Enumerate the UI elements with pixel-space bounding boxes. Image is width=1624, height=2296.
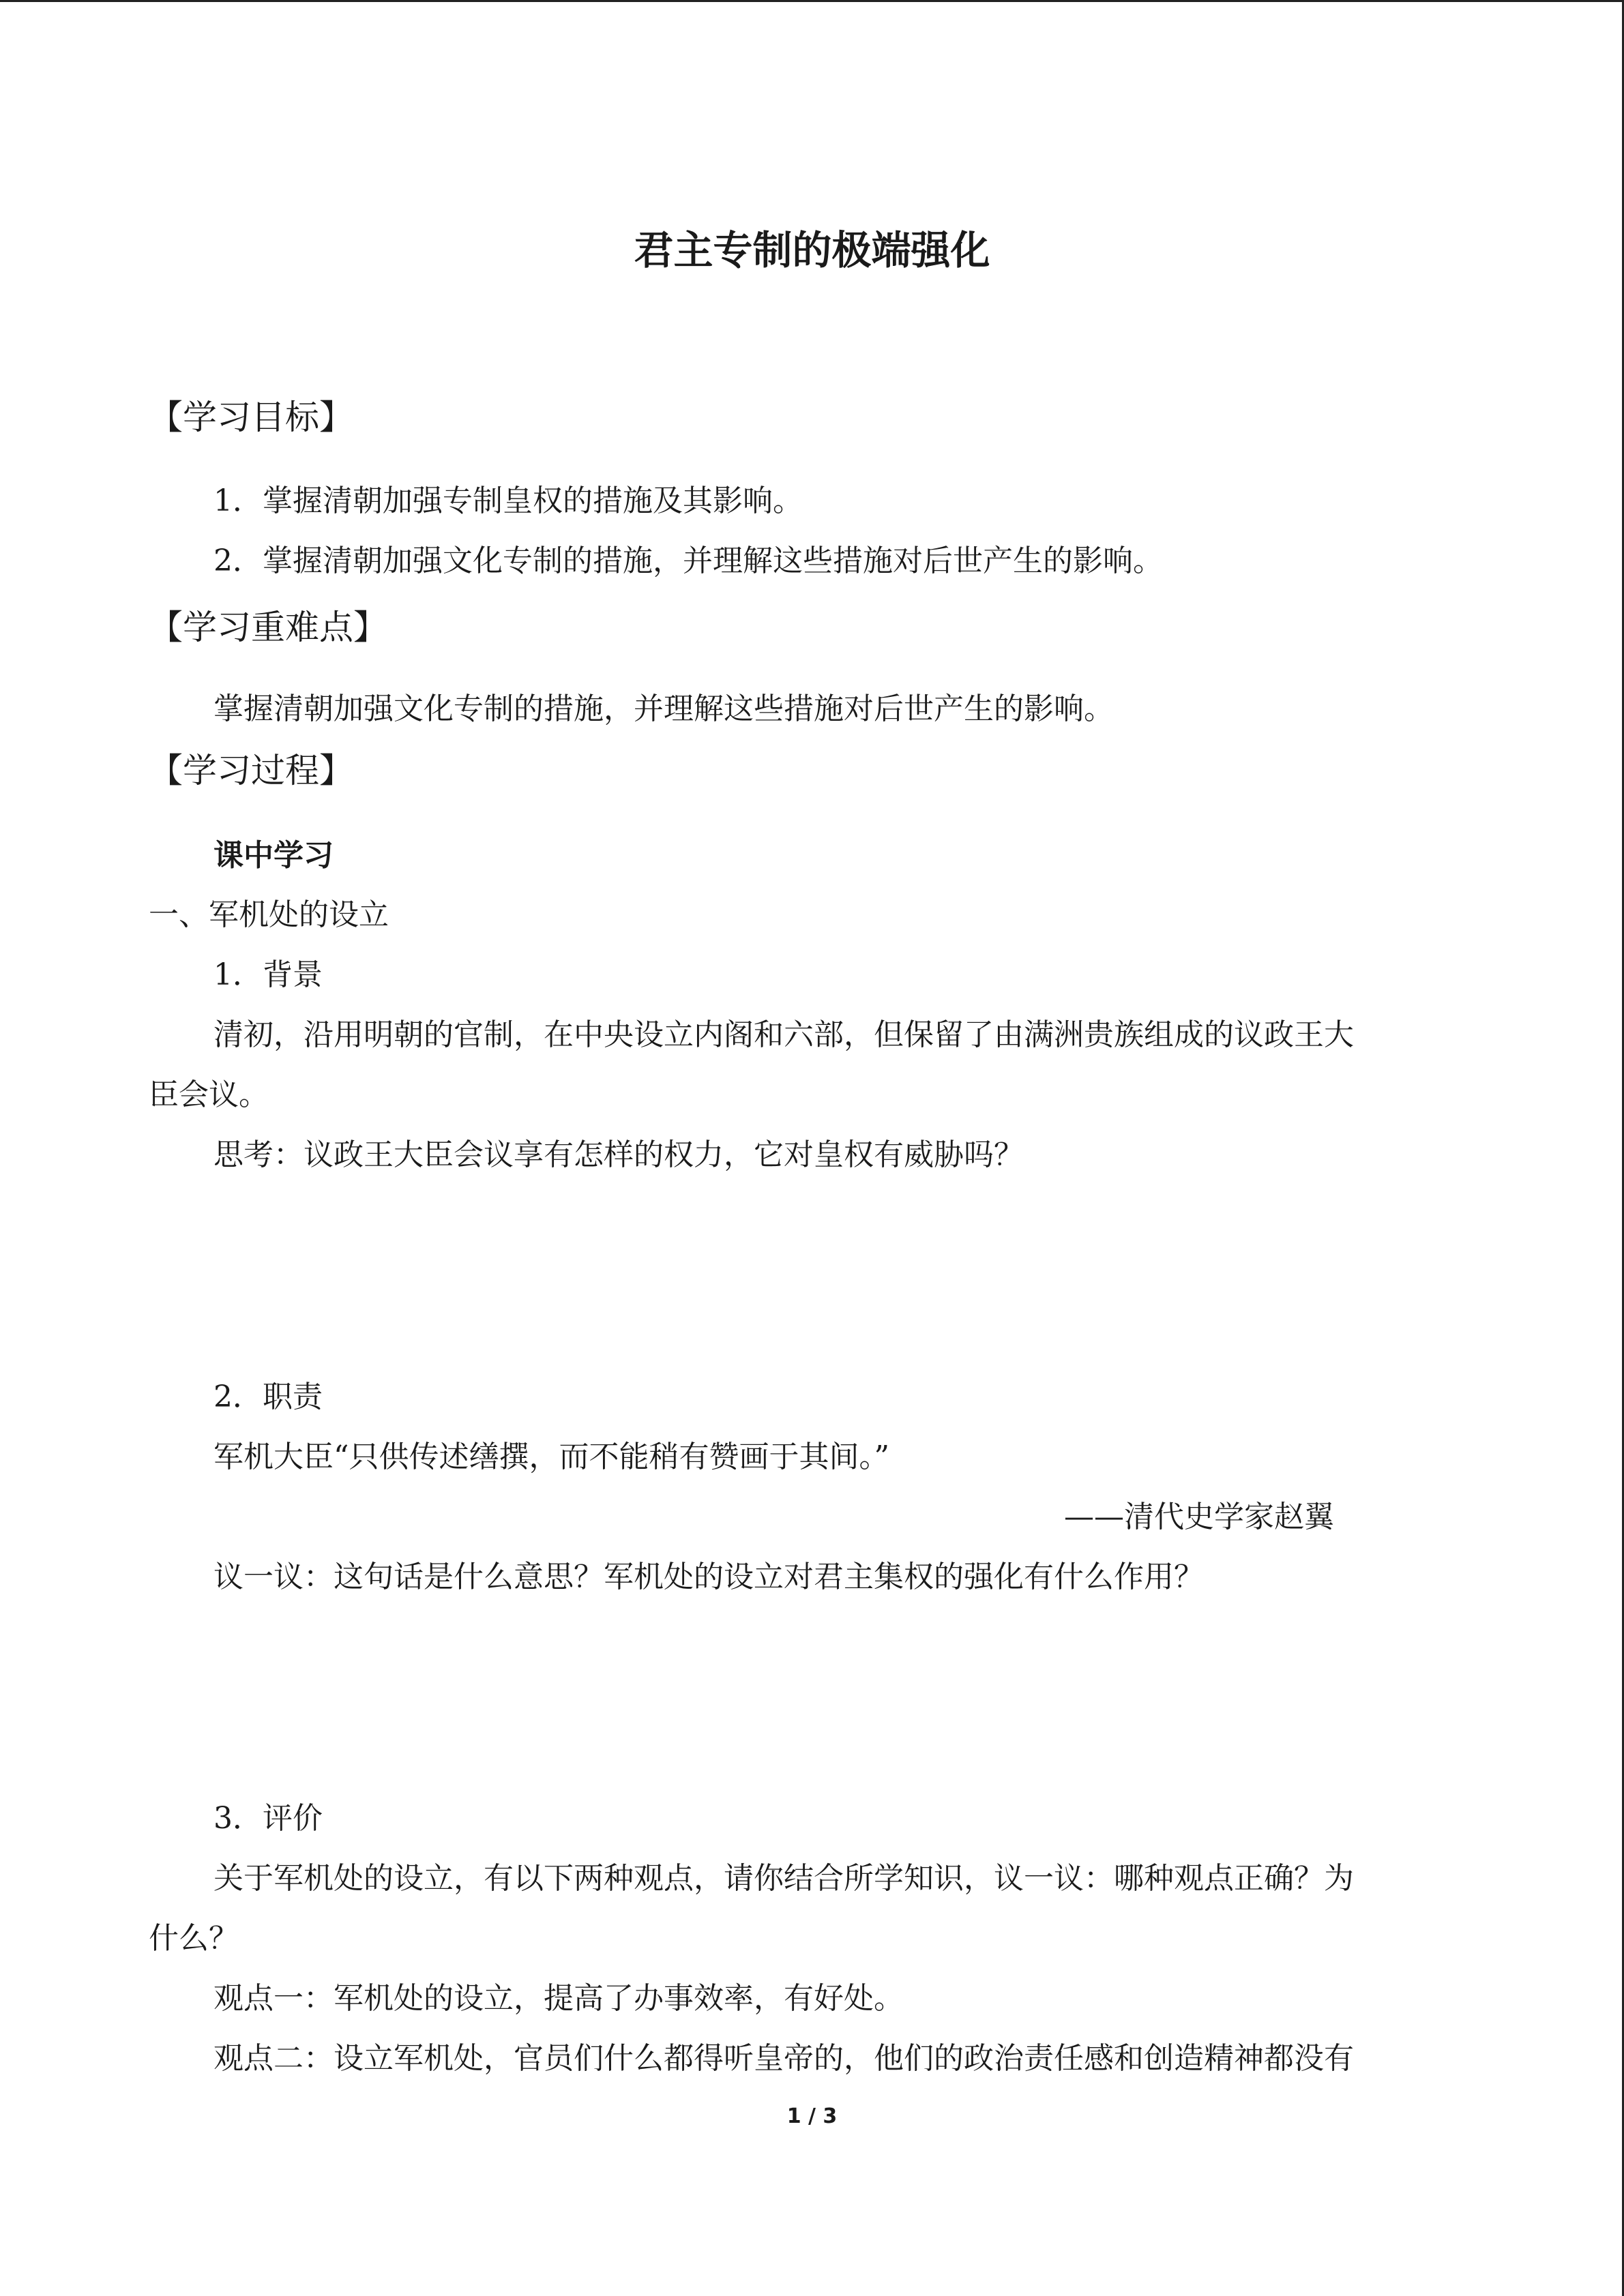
page-number: 1 / 3 [786,2104,838,2128]
section-heading-process: 【学习过程】 [149,751,353,790]
evaluation-paragraph-line2: 什么？ [149,1921,239,1956]
background-paragraph-line2: 臣会议。 [149,1077,269,1112]
evaluation-paragraph-line1: 关于军机处的设立，有以下两种观点，请你结合所学知识，议一议：哪种观点正确？为 [213,1861,1354,1896]
page-border-top [0,0,1624,2]
key-points-text: 掌握清朝加强文化专制的措施，并理解这些措施对后世产生的影响。 [213,691,1114,726]
background-paragraph-line1: 清初，沿用明朝的官制，在中央设立内阁和六部，但保留了由满洲贵族组成的议政王大 [213,1017,1354,1052]
duties-quote: 军机大臣“只供传述缮撰，而不能稍有赞画于其间。” [213,1440,889,1474]
in-class-heading: 课中学习 [213,838,334,873]
background-heading: 1．背景 [213,957,323,992]
part1-heading: 一、军机处的设立 [149,897,389,932]
section-heading-goals: 【学习目标】 [149,398,353,437]
goal-item-1: 1．掌握清朝加强专制皇权的措施及其影响。 [213,483,803,518]
document-title: 君主专制的极端强化 [634,227,990,273]
evaluation-heading: 3．评价 [213,1801,323,1836]
discuss-question: 议一议：这句话是什么意思？军机处的设立对君主集权的强化有什么作用？ [213,1560,1204,1594]
quote-source: ——清代史学家赵翼 [1064,1500,1334,1534]
think-question: 思考：议政王大臣会议享有怎样的权力，它对皇权有威胁吗？ [213,1137,1024,1172]
duties-heading: 2．职责 [213,1380,323,1414]
viewpoint-2: 观点二：设立军机处，官员们什么都得听皇帝的，他们的政治责任感和创造精神都没有 [213,2041,1354,2076]
section-heading-key-points: 【学习重难点】 [149,608,387,647]
viewpoint-1: 观点一：军机处的设立，提高了办事效率，有好处。 [213,1981,904,2016]
goal-item-2: 2．掌握清朝加强文化专制的措施，并理解这些措施对后世产生的影响。 [213,543,1163,578]
